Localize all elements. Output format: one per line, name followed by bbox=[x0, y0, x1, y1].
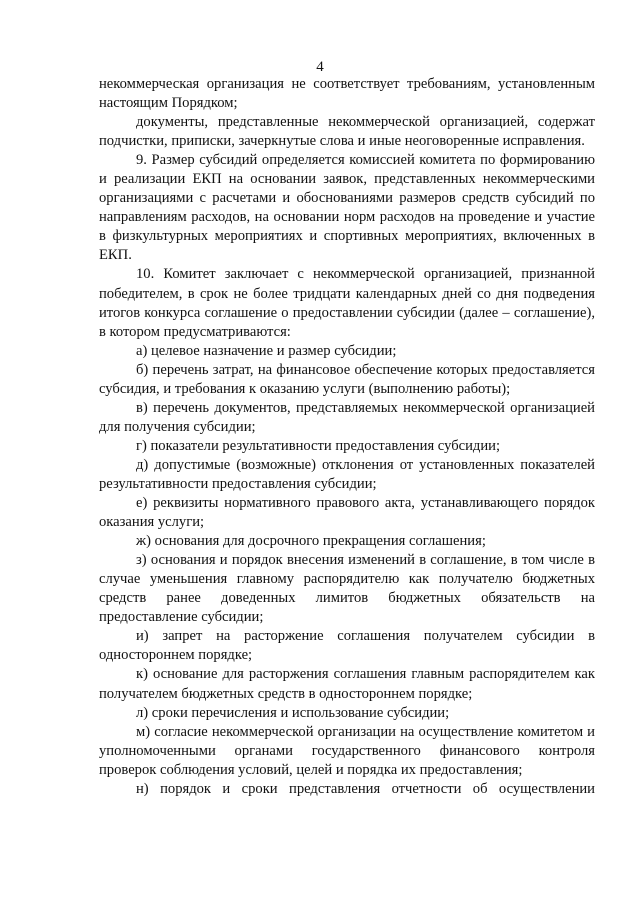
list-item: н) порядок и сроки представления отчетности об осуществлении bbox=[136, 780, 595, 797]
paragraph: 10. Комитет заключает с некоммерческой организацией, признанной победителем, в срок не более тридцати календарных дней со дня подведения итогов конкурса соглашение о предоставлении субсидии (далее – соглашение), в котором предусматриваются: bbox=[99, 266, 595, 340]
list-item: а) целевое назначение и размер субсидии; bbox=[136, 342, 397, 359]
paragraph: некоммерческая организация не соответствует требованиям, установленным настоящим Порядком; bbox=[99, 76, 595, 112]
list-item: д) допустимые (возможные) отклонения от установленных показателей результативности предоставления субсидии; bbox=[99, 456, 595, 492]
list-item: б) перечень затрат, на финансовое обеспечение которых предоставляется субсидия, и требования к оказанию услуги (выполнению работы); bbox=[99, 361, 595, 397]
paragraph: 9. Размер субсидий определяется комиссией комитета по формированию и реализации ЕКП на основании заявок, представленных некоммерческими организациями с расчетами и обоснованиями размеров средств субсидий по направлениям расходов, на основании норм расходов на проведение и участие в физкультурных мероприятиях и спортивных мероприятиях, включенных в ЕКП. bbox=[99, 152, 595, 264]
list-item: в) перечень документов, представляемых некоммерческой организацией для получения субсидии; bbox=[99, 399, 595, 435]
list-item: ж) основания для досрочного прекращения соглашения; bbox=[136, 533, 486, 550]
list-item: к) основание для расторжения соглашения главным распорядителем как получателем бюджетных средств в одностороннем порядке; bbox=[99, 666, 595, 702]
list-item: и) запрет на расторжение соглашения получателем субсидии в одностороннем порядке; bbox=[99, 628, 595, 664]
list-item: е) реквизиты нормативного правового акта, устанавливающего порядок оказания услуги; bbox=[99, 495, 595, 531]
page-number: 4 bbox=[316, 59, 324, 75]
document-body bbox=[99, 75, 595, 799]
list-item: г) показатели результативности предоставления субсидии; bbox=[136, 437, 501, 454]
paragraph: документы, представленные некоммерческой организацией, содержат подчистки, приписки, зачеркнутые слова и иные неоговоренные исправления. bbox=[99, 114, 595, 150]
list-item: з) основания и порядок внесения изменений в соглашение, в том числе в случае уменьшения главному распорядителю как получателю бюджетных средств ранее доведенных лимитов бюджетных обязательств на предоставление субсидии; bbox=[99, 552, 595, 626]
list-item: л) сроки перечисления и использование субсидии; bbox=[136, 704, 450, 721]
list-item: м) согласие некоммерческой организации на осуществление комитетом и уполномоченными органами государственного финансового контроля проверок соблюдения условий, целей и порядка их предоставления; bbox=[99, 723, 595, 778]
